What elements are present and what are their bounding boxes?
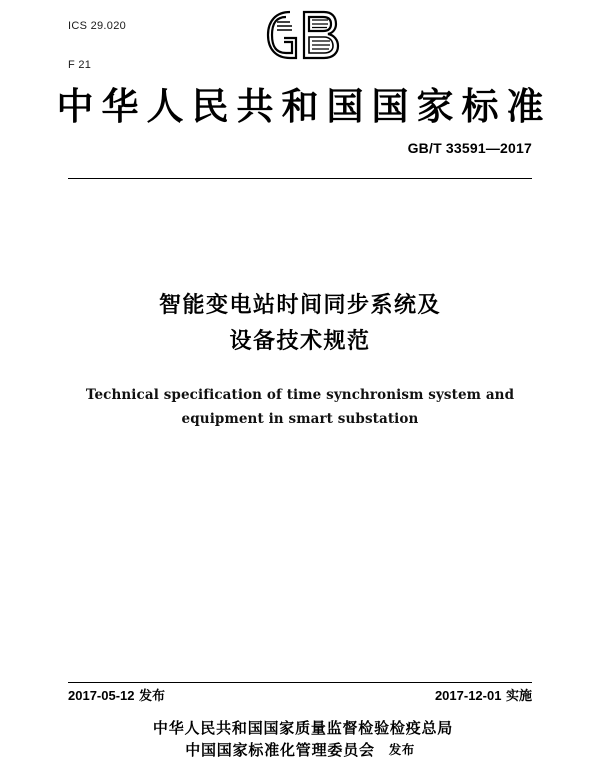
divider-bottom [68, 682, 532, 683]
document-title-cn-line1: 智能变电站时间同步系统及 [158, 293, 441, 318]
document-title-en-line1: Technical specification of time synchronism system and [85, 387, 515, 403]
issue-date: 2017-05-12 [68, 688, 135, 703]
document-title-en [0, 383, 600, 431]
ccs-code: F 21 [68, 59, 92, 71]
implement-label: 实施 [505, 689, 532, 704]
divider-top [68, 178, 532, 179]
document-title-cn [0, 288, 600, 360]
gb-logo-icon [0, 4, 600, 66]
organization-primary: 中华人民共和国国家质量监督检验检疫总局 [152, 719, 454, 737]
issue-date-group [68, 685, 165, 704]
implement-date: 2017-12-01 [434, 688, 502, 703]
national-standard-title: 中华人民共和国国家标准 [56, 85, 552, 128]
document-title-en-line2: equipment in smart substation [181, 411, 419, 427]
implement-date-group [435, 685, 532, 704]
dates-row [68, 685, 532, 705]
ics-code: ICS 29.020 [68, 20, 127, 32]
document-title-cn-line2: 设备技术规范 [229, 329, 371, 354]
issuing-organizations [0, 717, 600, 761]
issue-label: 发布 [139, 689, 166, 704]
organization-secondary: 中国国家标准化管理委员会 [185, 741, 375, 759]
standard-number: GB/T 33591—2017 [407, 140, 532, 156]
release-label: 发布 [388, 742, 415, 757]
